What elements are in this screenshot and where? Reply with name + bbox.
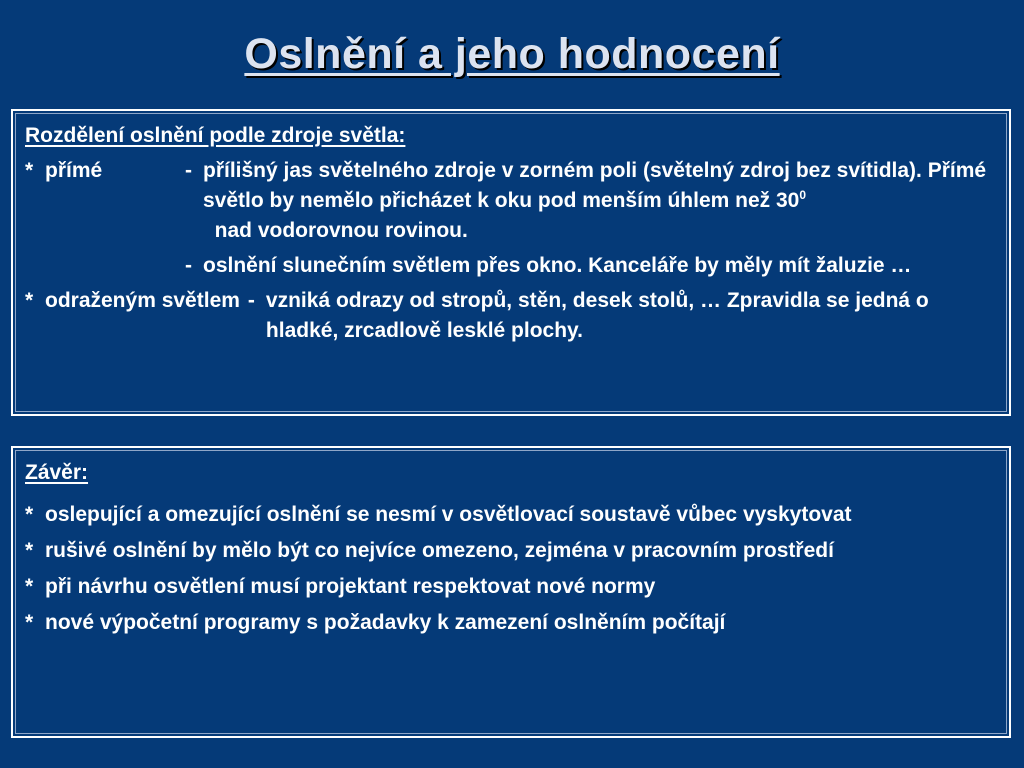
conclusion-box (11, 446, 1011, 738)
description-text-end: nad vodorovnou rovinou. (203, 219, 468, 242)
conclusion-item-text: rušivé oslnění by mělo být co nejvíce omezeno, zejména v pracovním prostředí (45, 539, 834, 562)
conclusion-item (25, 536, 997, 566)
degree-superscript: 0 (799, 188, 807, 202)
conclusion-item (25, 500, 997, 530)
conclusion-item (25, 608, 997, 638)
bullet-star: * (25, 503, 34, 526)
direct-glare-description-1 (203, 156, 997, 246)
dash: - (247, 289, 255, 312)
direct-glare-label: přímé (45, 159, 103, 182)
bullet-star: * (25, 539, 34, 562)
classification-heading: Rozdělení oslnění podle zdroje světla: (25, 124, 406, 147)
conclusion-item-text: při návrhu osvětlení musí projektant respektovat nové normy (45, 575, 656, 598)
dash: - (185, 159, 192, 182)
bullet-star: * (25, 289, 34, 312)
reflected-glare-description: vzniká odrazy od stropů, stěn, desek stolů, … Zpravidla se jedná o hladké, zrcadlově lesklé plochy. (265, 289, 929, 342)
bullet-star: * (25, 611, 34, 634)
conclusion-item-text: nové výpočetní programy s požadavky k zamezení oslněním počítají (45, 611, 726, 634)
bullet-star: * (25, 575, 34, 598)
direct-glare-row (25, 156, 997, 246)
page-title: Oslnění a jeho hodnocení (244, 30, 780, 78)
reflected-glare-label: odraženým světlem (45, 289, 240, 312)
direct-glare-row-2 (25, 251, 997, 281)
glare-classification-box (11, 109, 1011, 416)
dash: - (185, 254, 192, 277)
direct-glare-description-2: oslnění slunečním světlem přes okno. Kanceláře by měly mít žaluzie … (203, 254, 912, 277)
conclusion-item-text: oslepující a omezující oslnění se nesmí v osvětlovací soustavě vůbec vyskytovat (45, 503, 852, 526)
conclusion-item (25, 572, 997, 602)
reflected-glare-row (25, 286, 997, 346)
conclusion-heading: Závěr: (25, 461, 89, 484)
bullet-star: * (25, 159, 34, 182)
description-text: přílišný jas světelného zdroje v zorném poli (světelný zdroj bez svítidla). Přímé světlo by nemělo přicházet k oku pod menším úhlem než 30 (203, 159, 987, 212)
